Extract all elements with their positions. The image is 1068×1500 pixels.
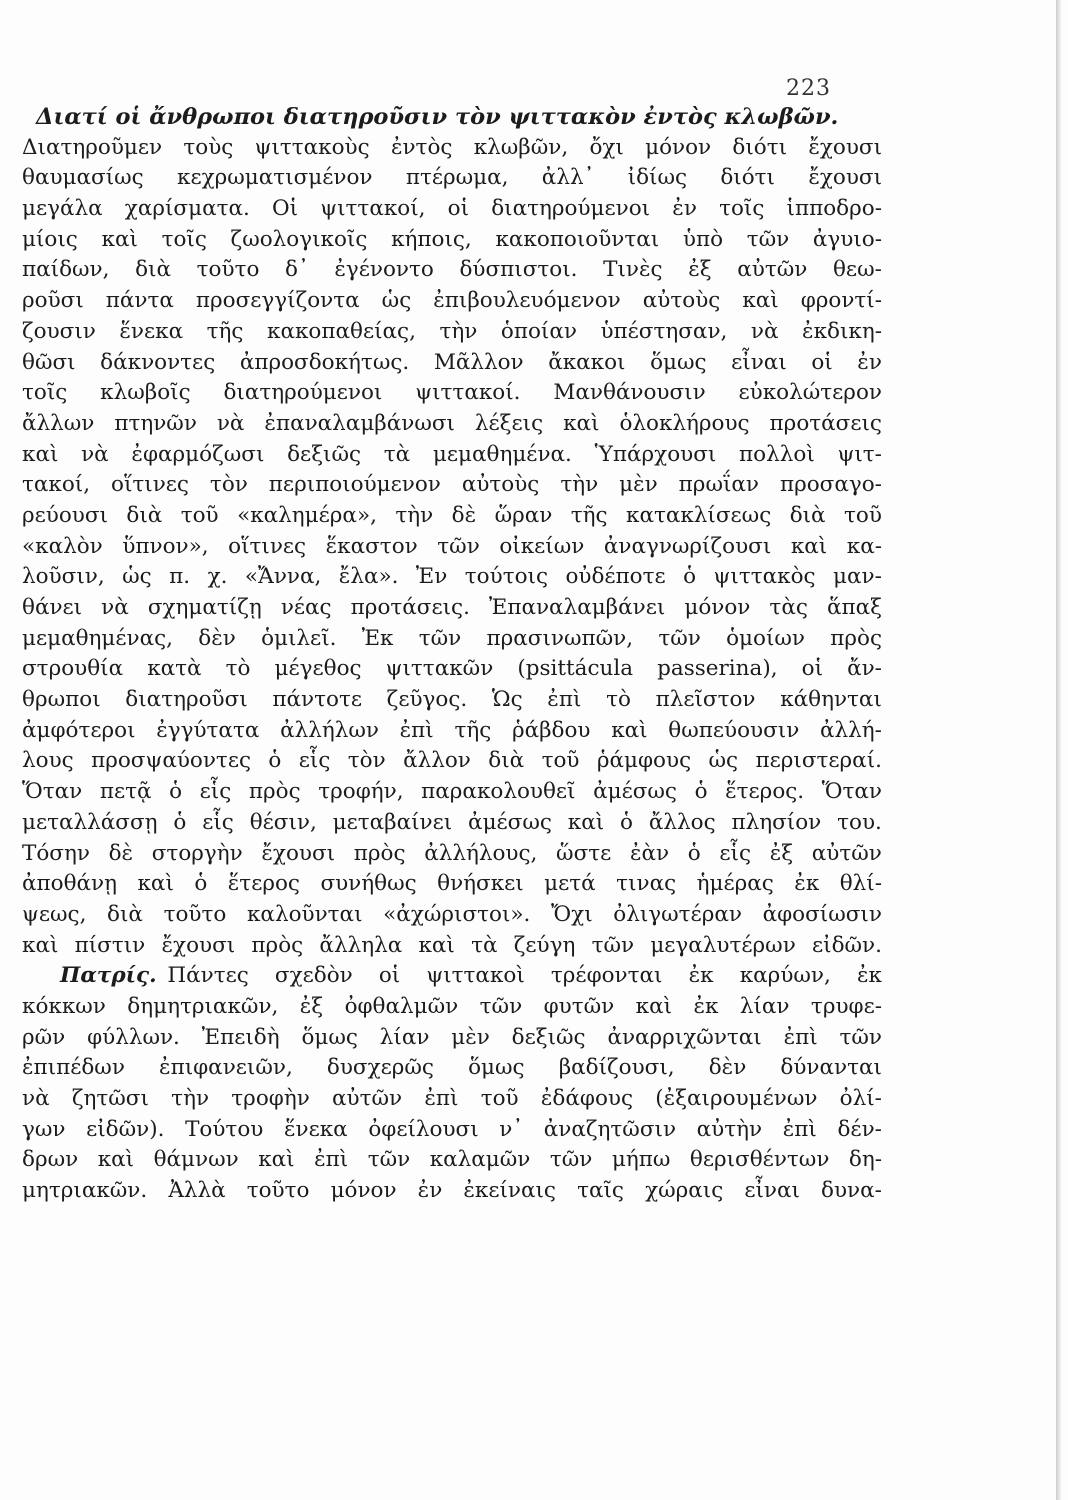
text-line: λοῦσιν, ὡς π. χ. «Ἄννα, ἔλα». Ἐν τούτοις οὐδέποτε ὁ ψιττακὸς μαν- xyxy=(22,564,882,590)
text-line: μίοις καὶ τοῖς ζωολογικοῖς κήποις, κακοποιοῦνται ὑπὸ τῶν ἀγυιο- xyxy=(22,226,882,252)
text-line: Διατηροῦμεν τοὺς ψιττακοὺς ἐντὸς κλωβῶν, ὄχι μόνον διότι ἔχουσι xyxy=(22,134,882,160)
text-line: νὰ ζητῶσι τὴν τροφὴν αὐτῶν ἐπὶ τοῦ ἐδάφους (ἐξαιρουμένων ὀλί- xyxy=(22,1086,882,1111)
text-line: ψεως, διὰ τοῦτο καλοῦνται «ἀχώριστοι». Ὄχι ὀλιγωτέραν ἀφοσίωσιν xyxy=(22,901,882,927)
text-line: θρωποι διατηροῦσι πάντοτε ζεῦγος. Ὡς ἐπὶ τὸ πλεῖστον κάθηνται xyxy=(22,687,882,713)
text-line: παίδων, διὰ τοῦτο δ᾽ ἐγένοντο δύσπιστοι. Τινὲς ἐξ αὐτῶν θεω- xyxy=(22,257,882,283)
text-line: γων εἰδῶν). Τούτου ἕνεκα ὀφείλουσι ν᾽ ἀναζητῶσιν αὐτὴν ἐπὶ δέν- xyxy=(22,1116,882,1142)
text-line: θάνει νὰ σχηματίζῃ νέας προτάσεις. Ἐπαναλαμβάνει μόνον τὰς ἅπαξ xyxy=(22,595,882,620)
text-line: κόκκων δημητριακῶν, ἐξ ὀφθαλμῶν τῶν φυτῶν καὶ ἐκ λίαν τρυφε- xyxy=(22,993,882,1019)
text-line: ἀμφότεροι ἐγγύτατα ἀλλήλων ἐπὶ τῆς ῥάβδου καὶ θωπεύουσιν ἀλλή- xyxy=(22,717,882,743)
text-line: μεταλλάσσῃ ὁ εἷς θέσιν, μεταβαίνει ἀμέσως καὶ ὁ ἄλλος πλησίον του. xyxy=(22,809,882,835)
text-line: θῶσι δάκνοντες ἀπροσδοκήτως. Μᾶλλον ἄκακοι ὅμως εἶναι οἱ ἐν xyxy=(22,349,882,375)
text-line: ροῦσι πάντα προσεγγίζοντα ὡς ἐπιβουλευόμενον αὐτοὺς καὶ φροντί- xyxy=(22,288,882,314)
text-line: μεμαθημένας, δὲν ὁμιλεῖ. Ἐκ τῶν πρασινωπῶν, τῶν ὁμοίων πρὸς xyxy=(22,625,882,651)
paragraph-2-first-line-text: Πάντες σχεδὸν οἱ ψιττακοὶ τρέφονται ἐκ καρύων, ἐκ xyxy=(167,963,882,989)
text-line: ἄλλων πτηνῶν νὰ ἐπαναλαμβάνωσι λέξεις καὶ ὁλοκλήρους προτάσεις xyxy=(22,410,882,436)
page-edge-shadow xyxy=(1056,0,1062,1500)
paragraph-2-label: Πατρίς. xyxy=(60,963,157,989)
text-line: ἐπιπέδων ἐπιφανειῶν, δυσχερῶς ὅμως βαδίζουσι, δὲν δύνανται xyxy=(22,1055,882,1081)
text-line: Τόσην δὲ στοργὴν ἔχουσι πρὸς ἀλλήλους, ὥστε ἐὰν ὁ εἷς ἐξ αὐτῶν xyxy=(22,840,882,866)
text-line: ἀποθάνῃ καὶ ὁ ἕτερος συνήθως θνήσκει μετά τινας ἡμέρας ἐκ θλί- xyxy=(22,871,882,897)
text-line: ζουσιν ἕνεκα τῆς κακοπαθείας, τὴν ὁποίαν ὑπέστησαν, νὰ ἐκδικη- xyxy=(22,318,882,344)
section-heading xyxy=(22,104,882,135)
text-line: ρεύουσι διὰ τοῦ «καλημέρα», τὴν δὲ ὥραν τῆς κατακλίσεως διὰ τοῦ xyxy=(22,502,882,528)
text-line: «καλὸν ὕπνον», οἵτινες ἕκαστον τῶν οἰκείων ἀναγνωρίζουσι καὶ κα- xyxy=(22,533,882,559)
paragraph-2-first-line xyxy=(22,963,882,994)
paragraph-1 xyxy=(22,135,882,964)
text-line: Ὅταν πετᾷ ὁ εἷς πρὸς τροφήν, παρακολουθεῖ ἀμέσως ὁ ἕτερος. Ὅταν xyxy=(22,779,882,805)
text-line: ρῶν φύλλων. Ἐπειδὴ ὅμως λίαν μὲν δεξιῶς ἀναρριχῶνται ἐπὶ τῶν xyxy=(22,1024,882,1050)
text-line: δρων καὶ θάμνων καὶ ἐπὶ τῶν καλαμῶν τῶν μήπω θερισθέντων δη- xyxy=(22,1147,882,1173)
text-line: τοῖς κλωβοῖς διατηρούμενοι ψιττακοί. Μανθάνουσιν εὐκολώτερον xyxy=(22,380,882,406)
section-heading-text: Διατί οἱ ἄνθρωποι διατηροῦσιν τὸν ψιττακὸν ἐντὸς κλωβῶν. xyxy=(36,104,839,130)
text-line: λους προσψαύοντες ὁ εἷς τὸν ἄλλον διὰ τοῦ ῥάμφους ὡς περιστεραί. xyxy=(22,748,882,774)
text-line: μητριακῶν. Ἀλλὰ τοῦτο μόνον ἐν ἐκείναις ταῖς χώραις εἶναι δυνα- xyxy=(22,1178,882,1204)
text-line: στρουθία κατὰ τὸ μέγεθος ψιττακῶν (psittácula passerina), οἱ ἄν- xyxy=(22,656,882,682)
text-line: θαυμασίως κεχρωματισμένον πτέρωμα, ἀλλ᾽ ἰδίως διότι ἔχουσι xyxy=(22,165,882,191)
text-block xyxy=(22,104,882,1209)
paragraph-2 xyxy=(22,994,882,1209)
text-line: μεγάλα χαρίσματα. Οἱ ψιττακοί, οἱ διατηρούμενοι ἐν τοῖς ἱπποδρο- xyxy=(22,196,882,222)
page-number: 223 xyxy=(786,76,831,101)
text-line: καὶ πίστιν ἔχουσι πρὸς ἄλληλα καὶ τὰ ζεύγη τῶν μεγαλυτέρων εἰδῶν. xyxy=(22,932,882,958)
text-line: τακοί, οἵτινες τὸν περιποιούμενον αὐτοὺς τὴν μὲν πρωΐαν προσαγο- xyxy=(22,472,882,498)
text-line: καὶ νὰ ἐφαρμόζωσι δεξιῶς τὰ μεμαθημένα. Ὑπάρχουσι πολλοὶ ψιτ- xyxy=(22,441,882,467)
